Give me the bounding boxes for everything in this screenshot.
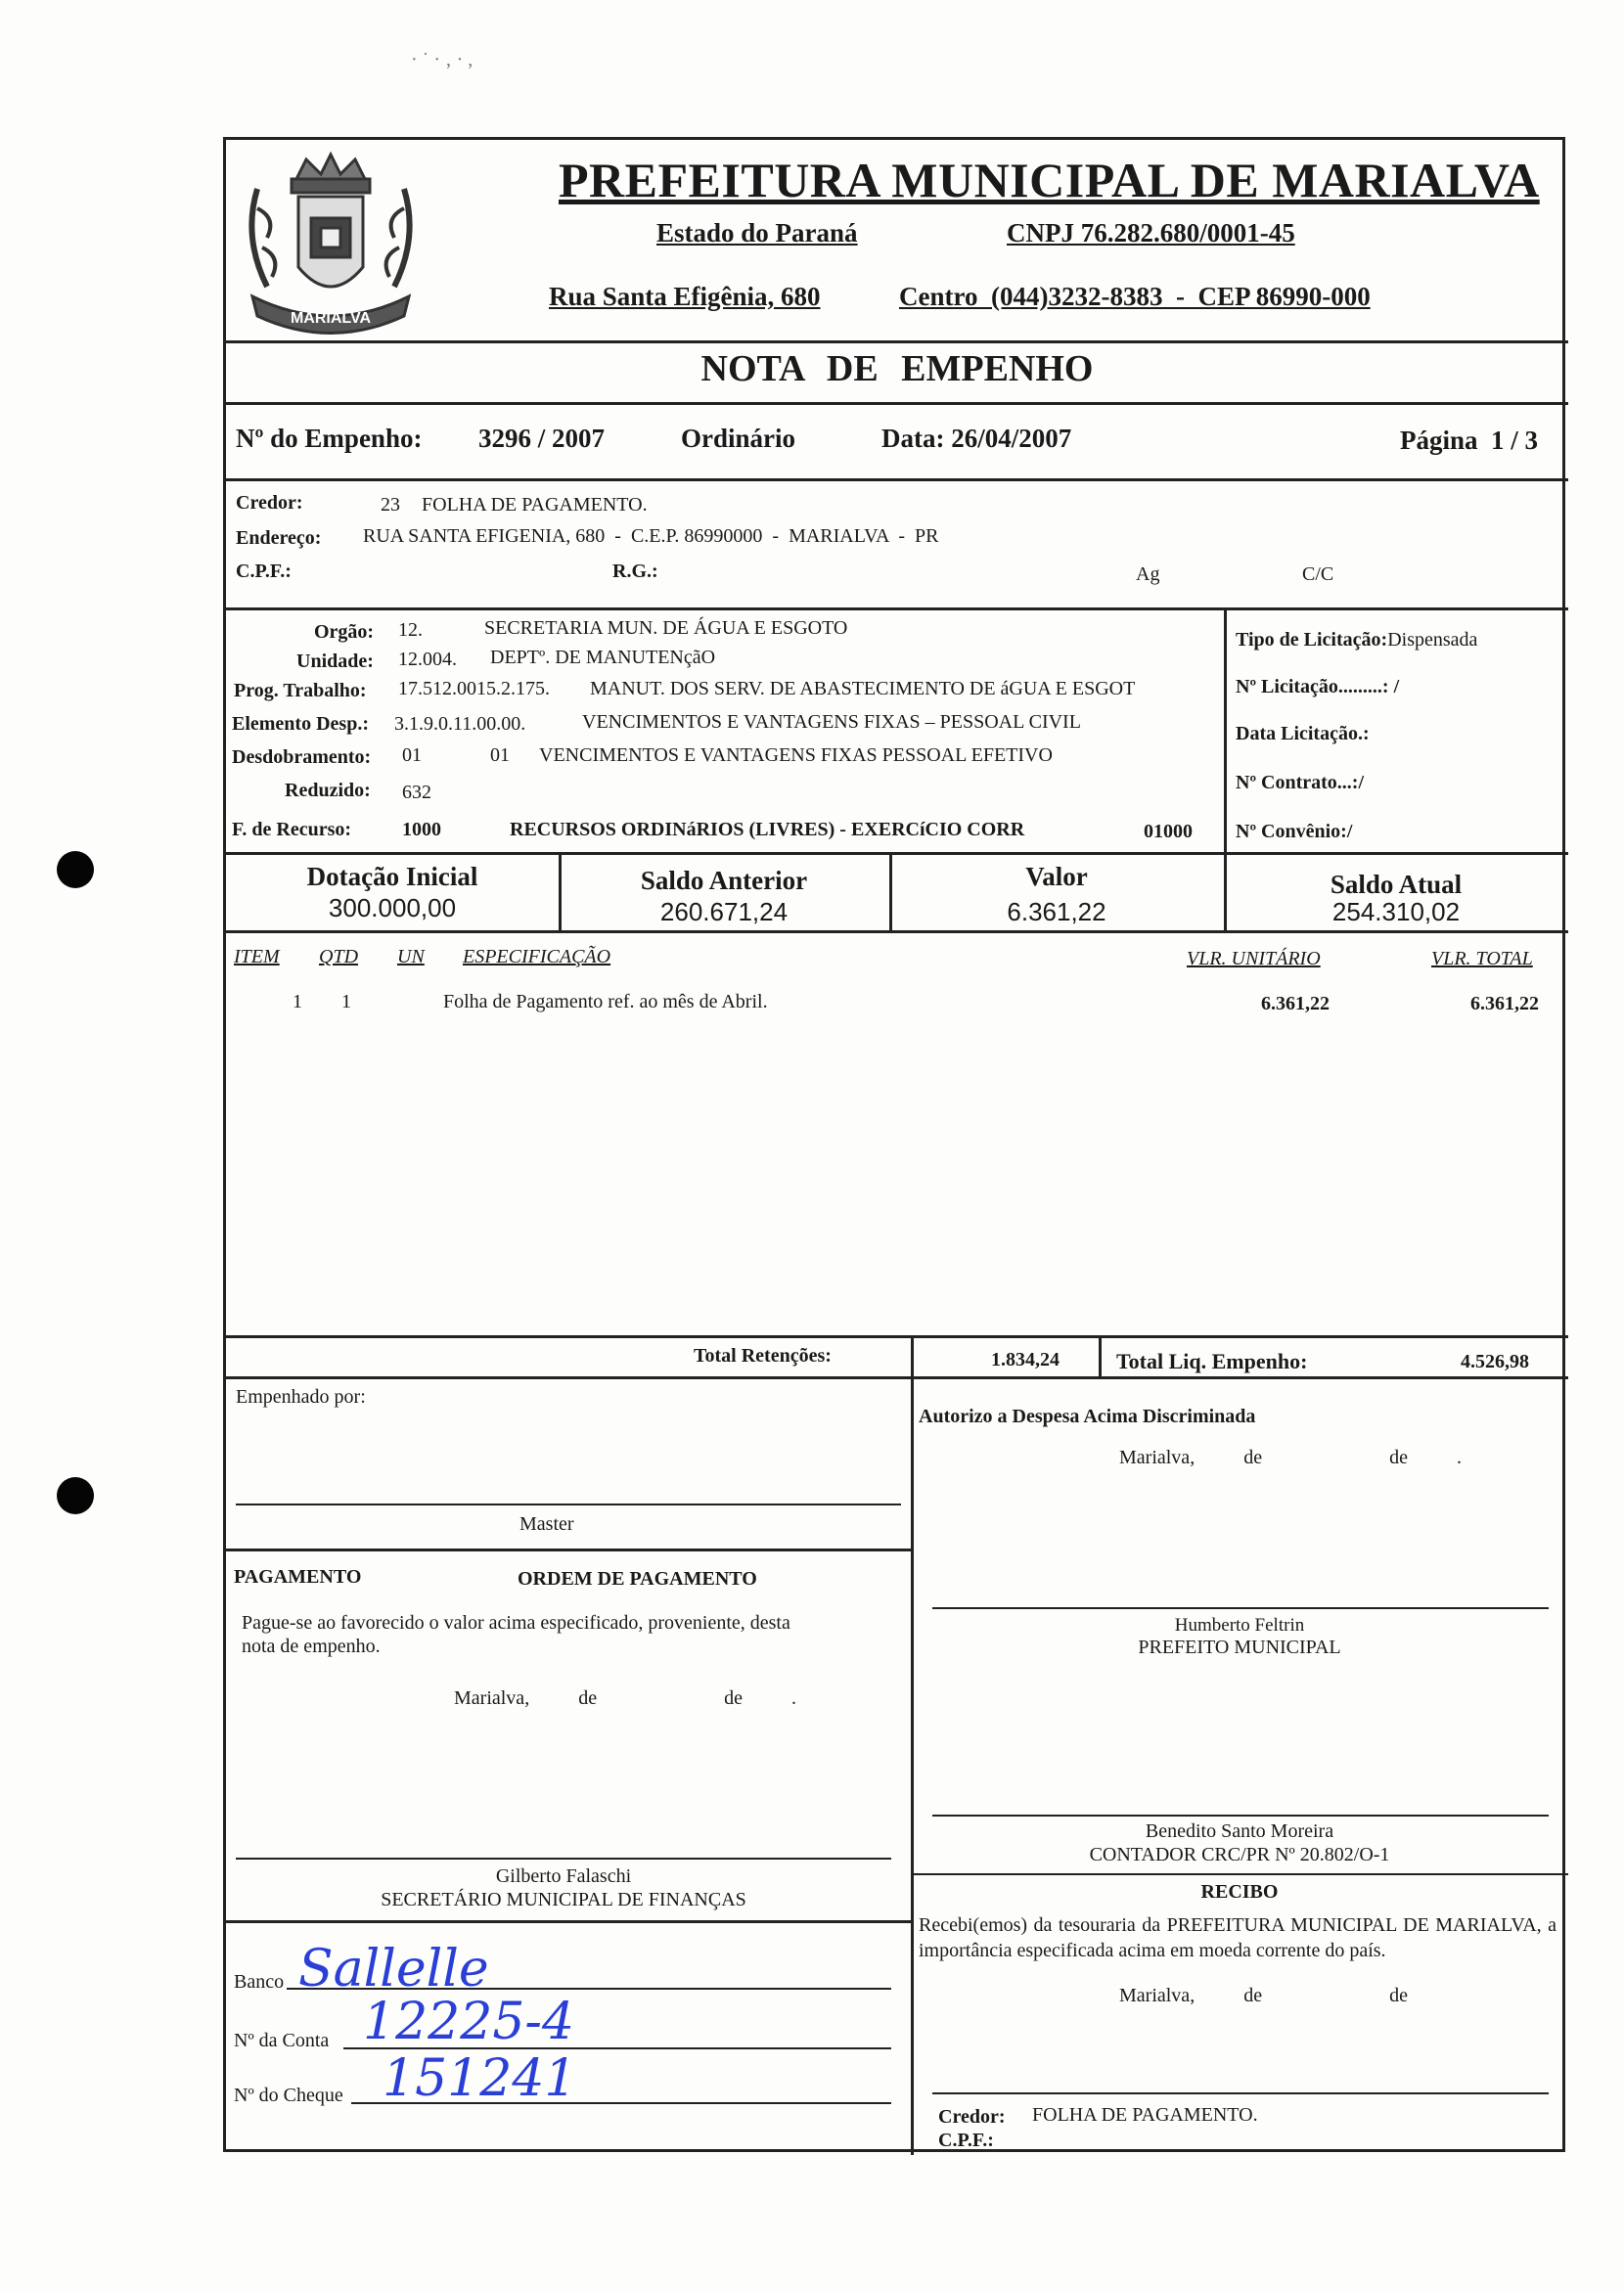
recibo-credor-label: Credor:: [938, 2106, 1006, 2128]
saldo-anterior-label: Saldo Anterior: [640, 866, 808, 895]
cpf-label: C.P.F.:: [236, 561, 292, 582]
col-unit: VLR. UNITÁRIO: [1187, 948, 1321, 969]
col-item: ITEM: [234, 946, 280, 967]
elem-code: 3.1.9.0.11.00.00.: [394, 713, 526, 735]
item-unit: 6.361,22: [1261, 993, 1330, 1014]
item-total: 6.361,22: [1470, 993, 1539, 1014]
contador-role: CONTADOR CRC/PR Nº 20.802/O-1: [1089, 1844, 1390, 1865]
banco-label: Banco: [234, 1971, 285, 1993]
valor-label: Valor: [1025, 862, 1088, 891]
cnpj: CNPJ 76.282.680/0001-45: [1007, 218, 1295, 247]
pague-date: Marialva, de de .: [454, 1687, 796, 1709]
col-un: UN: [397, 946, 425, 967]
empenhado-por-label: Empenhado por:: [236, 1386, 366, 1408]
ag-label: Ag: [1136, 563, 1160, 585]
contrato: Nº Contrato...:/: [1236, 772, 1365, 793]
secretario-role: SECRETÁRIO MUNICIPAL DE FINANÇAS: [381, 1889, 746, 1910]
recibo-credor-value: FOLHA DE PAGAMENTO.: [1032, 2104, 1258, 2126]
punch-hole-top: [57, 851, 94, 888]
desd-label: Desdobramento:: [232, 746, 372, 768]
dotacao-value: 300.000,00: [328, 893, 457, 922]
ordem-label: ORDEM DE PAGAMENTO: [518, 1568, 757, 1590]
banco-value: Sallelle: [298, 1940, 489, 1998]
svg-text:MARIALVA: MARIALVA: [290, 310, 372, 327]
unidade-code: 12.004.: [398, 649, 457, 670]
recibo-date: Marialva, de de: [1119, 1985, 1408, 2006]
saldo-atual-value: 254.310,02: [1331, 897, 1461, 926]
endereco-label: Endereço:: [236, 527, 322, 549]
municipal-seal: [238, 150, 424, 345]
empenho-type: Ordinário: [681, 424, 796, 453]
licitacao-tipo-label: Tipo de Licitação:Dispensada: [1236, 629, 1478, 651]
orgao-label: Orgão:: [314, 621, 375, 643]
saldo-anterior-value: 260.671,24: [659, 897, 789, 926]
liquido-value: 4.526,98: [1461, 1351, 1529, 1372]
page-number: Página 1 / 3: [1400, 426, 1539, 455]
col-qtd: QTD: [319, 946, 359, 967]
autorizo-label: Autorizo a Despesa Acima Discriminada: [919, 1406, 1256, 1427]
autorizo-date: Marialva, de de .: [1119, 1447, 1462, 1468]
empenho-number: 3296 / 2007: [478, 424, 606, 453]
table-row: [226, 991, 1568, 1020]
cheque-label: Nº do Cheque: [234, 2085, 343, 2106]
secretario-name: Gilberto Falaschi: [495, 1865, 632, 1887]
orgao-code: 12.: [398, 619, 423, 641]
retencoes-value: 1.834,24: [991, 1349, 1060, 1370]
licitacao-data: Data Licitação.:: [1236, 723, 1370, 744]
recibo-text: Recebi(emos) da tesouraria da PREFEITURA MUNICIPAL DE MARIALVA, a importância especificada acima em moeda corrente do país.: [919, 1914, 1556, 1961]
convenio: Nº Convênio:/: [1236, 821, 1353, 842]
master-label: Master: [519, 1513, 574, 1535]
conta-label: Nº da Conta: [234, 2030, 330, 2051]
licitacao-num: Nº Licitação.........: /: [1236, 676, 1400, 697]
doc-title: NOTA DE EMPENHO: [700, 348, 1094, 389]
prefeito-role: PREFEITO MUNICIPAL: [1138, 1637, 1341, 1658]
contact: Centro (044)3232-8383 - CEP 86990-000: [899, 282, 1371, 311]
col-total: VLR. TOTAL: [1431, 948, 1533, 969]
item-number: 1: [293, 991, 302, 1012]
credor-name: FOLHA DE PAGAMENTO.: [422, 494, 648, 516]
fonte-num: 01000: [1144, 821, 1193, 842]
elem-label: Elemento Desp.:: [232, 713, 369, 735]
pagamento-label: PAGAMENTO: [234, 1566, 362, 1588]
item-qtd: 1: [341, 991, 351, 1012]
prog: MANUT. DOS SERV. DE ABASTECIMENTO DE áGUA E ESGOT: [590, 678, 1136, 699]
item-desc: Folha de Pagamento ref. ao mês de Abril.: [443, 991, 768, 1012]
fonte: RECURSOS ORDINáRIOS (LIVRES) - EXERCíCIO CORR: [510, 819, 1025, 840]
conta-value: 12225-4: [363, 1993, 575, 2051]
saldo-atual-label: Saldo Atual: [1330, 870, 1463, 899]
reduz: 632: [402, 782, 431, 803]
empenho-label: Nº do Empenho:: [236, 424, 423, 453]
reduz-label: Reduzido:: [285, 780, 371, 801]
valor-value: 6.361,22: [1007, 897, 1106, 926]
orgao: SECRETARIA MUN. DE ÁGUA E ESGOTO: [484, 617, 848, 639]
credor-code: 23: [381, 494, 400, 516]
unidade-label: Unidade:: [296, 651, 374, 672]
credor-label: Credor:: [236, 492, 303, 514]
recibo-cpf-label: C.P.F.:: [938, 2130, 994, 2151]
fonte-label: F. de Recurso:: [232, 819, 352, 840]
contador-name: Benedito Santo Moreira: [1145, 1820, 1334, 1842]
prog-label: Prog. Trabalho:: [234, 680, 367, 701]
cc-label: C/C: [1302, 563, 1334, 585]
cheque-value: 151241: [383, 2049, 577, 2108]
address: Rua Santa Efigênia, 680: [549, 282, 821, 311]
state-name: Estado do Paraná: [656, 218, 858, 247]
prefeito-name: Humberto Feltrin: [1174, 1615, 1305, 1636]
punch-hole-bottom: [57, 1477, 94, 1514]
paper-specks: · ˙ · ‚ · ,: [411, 49, 474, 70]
col-espec: ESPECIFICAÇÃO: [463, 946, 611, 967]
prog-code: 17.512.0015.2.175.: [398, 678, 550, 699]
desd-code2: 01: [490, 744, 510, 766]
empenho-date: Data: 26/04/2007: [881, 424, 1072, 453]
desd: VENCIMENTOS E VANTAGENS FIXAS PESSOAL EFETIVO: [539, 744, 1053, 766]
rg-label: R.G.:: [612, 561, 658, 582]
fonte-code: 1000: [402, 819, 441, 840]
liquido-label: Total Liq. Empenho:: [1116, 1349, 1308, 1373]
page-title: PREFEITURA MUNICIPAL DE MARIALVA: [559, 153, 1540, 207]
unidade: DEPTº. DE MANUTENçãO: [490, 647, 716, 668]
desd-code1: 01: [402, 744, 422, 766]
dotacao-label: Dotação Inicial: [306, 862, 478, 891]
pague-text: Pague-se ao favorecido o valor acima especificado, proveniente, desta nota de empenho.: [242, 1612, 790, 1657]
retencoes-label: Total Retenções:: [694, 1345, 832, 1367]
endereco: RUA SANTA EFIGENIA, 680 - C.E.P. 86990000 - MARIALVA - PR: [363, 525, 939, 547]
elem: VENCIMENTOS E VANTAGENS FIXAS – PESSOAL CIVIL: [582, 711, 1081, 733]
recibo-label: RECIBO: [1200, 1881, 1279, 1903]
empenho-form: [223, 137, 1565, 2152]
